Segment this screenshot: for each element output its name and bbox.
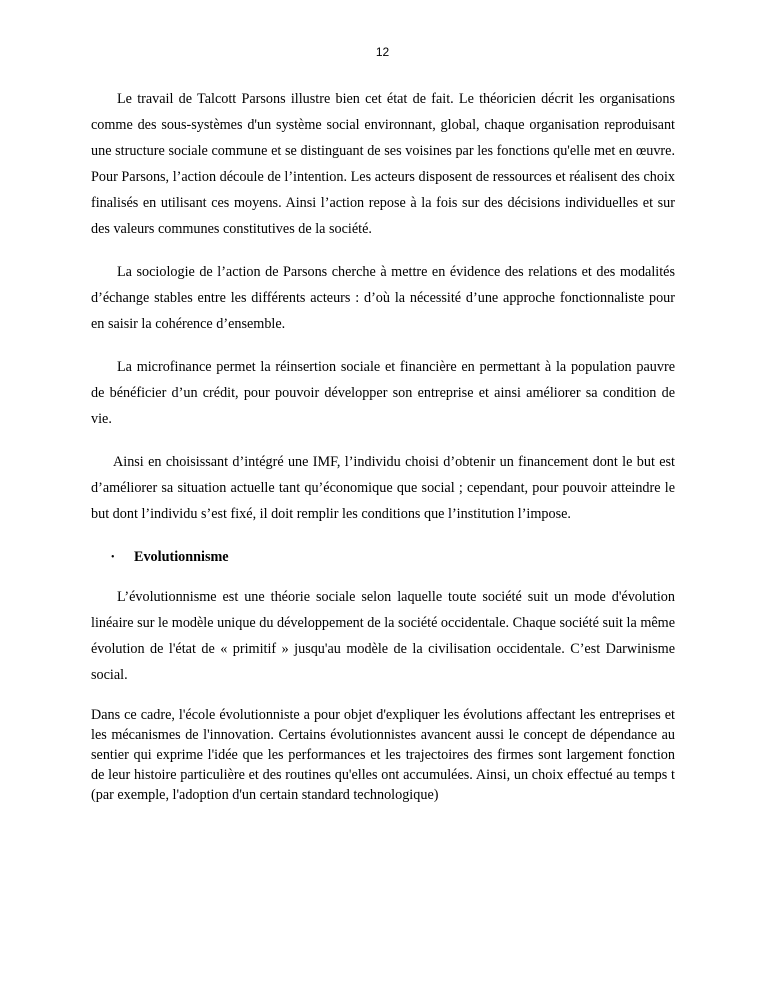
document-body bbox=[91, 86, 675, 822]
paragraph-parsons: Le travail de Talcott Parsons illustre bien cet état de fait. Le théoricien décrit les organisations comme des sous-systèmes d'un système social environnant, global, chaque organisation reproduisant une structure sociale commune et se distinguant de ses voisines par les fonctions qu'elle met en œuvre. Pour Parsons, l’action découle de l’intention. Les acteurs disposent de ressources et réalisent des choix finalisés en utilisant ces moyens. Ainsi l’action repose à la fois sur des décisions individuelles et sur des valeurs communes constitutives de la société. bbox=[91, 91, 675, 237]
page-number: 12 bbox=[375, 45, 390, 59]
paragraph-evolutionnisme: L’évolutionnisme est une théorie sociale selon laquelle toute société suit un mode d'évolution linéaire sur le modèle unique du développement de la société occidentale. Chaque société suit la même évolution de l'état de « primitif » jusqu'au modèle de la civilisation occidentale. C’est Darwinisme social. bbox=[91, 589, 675, 683]
paragraph-ecole-evolutionniste: Dans ce cadre, l'école évolutionniste a pour objet d'expliquer les évolutions affectant les entreprises et les mécanismes de l'innovation. Certains évolutionnistes avancent aussi le concept de dépendance au sentier qui exprime l'idée que les performances et les trajectoires des firmes sont largement fonction de leur histoire particulière et des routines qu'elles ont accumulées. Ainsi, un choix effectué au temps t (par exemple, l'adoption d'un certain standard technologique) bbox=[91, 707, 675, 803]
bullet-icon: • bbox=[111, 551, 115, 563]
paragraph-microfinance: La microfinance permet la réinsertion sociale et financière en permettant à la population pauvre de bénéficier d’un crédit, pour pouvoir développer son entreprise et ainsi améliorer sa condition de vie. bbox=[91, 359, 675, 427]
section-heading-evolutionnisme bbox=[91, 544, 675, 570]
paragraph-sociologie-action: La sociologie de l’action de Parsons cherche à mettre en évidence des relations et des modalités d’échange stables entre les différents acteurs : d’où la nécessité d’une approche fonctionnaliste pour en saisir la cohérence d’ensemble. bbox=[91, 264, 675, 332]
paragraph-imf: Ainsi en choisissant d’intégré une IMF, l’individu choisi d’obtenir un financement dont le but est d’améliorer sa situation actuelle tant qu’économique que social ; cependant, pour pouvoir atteindre le but dont l’individu s’est fixé, il doit remplir les conditions que l’institution l’impose. bbox=[91, 454, 675, 522]
section-heading-text: Evolutionnisme bbox=[134, 548, 229, 565]
